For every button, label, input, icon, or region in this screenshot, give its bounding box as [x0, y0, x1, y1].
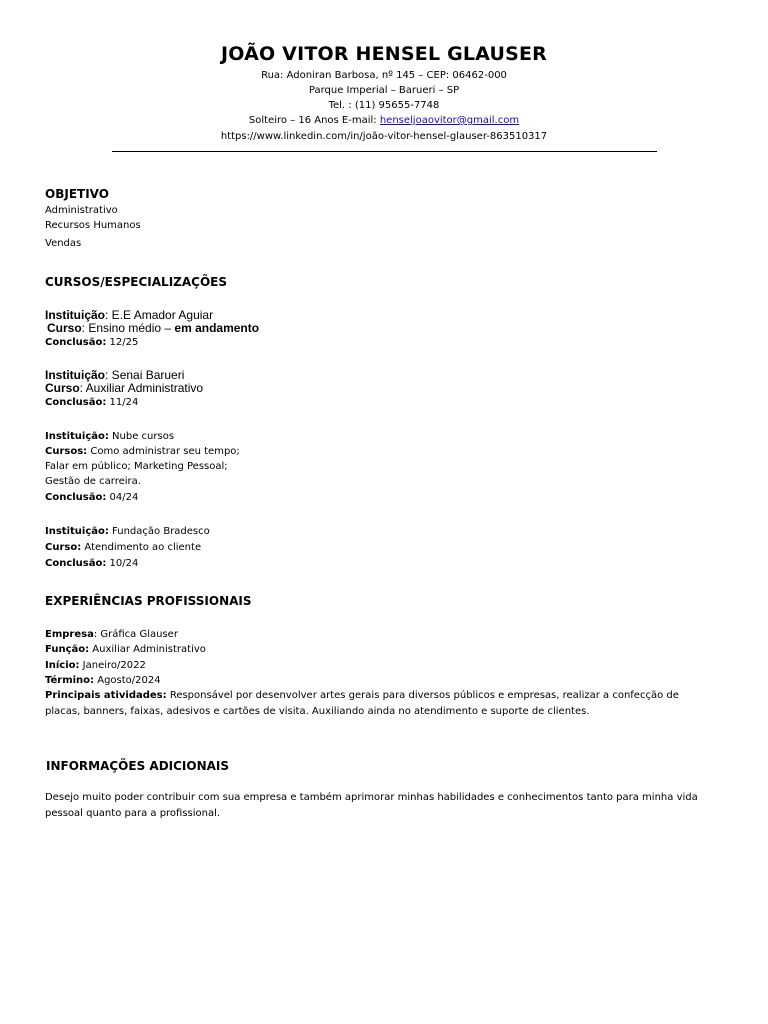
linkedin-url: https://www.linkedin.com/in/joão-vitor-hensel-glauser-863510317: [220, 131, 548, 142]
exp-funcao: [45, 644, 206, 656]
value: Nube cursos: [108, 431, 175, 442]
exp-empresa: [45, 629, 178, 641]
label: Instituição:: [45, 431, 109, 442]
info-text: Desejo muito poder contribuir com sua empresa e também aprimorar minhas habilidades e conhecimentos tanto para minha vida pessoal quanto para a profissional.: [45, 792, 698, 819]
value: Como administrar seu tempo;: [87, 446, 240, 457]
curso-1-curso: [47, 321, 259, 335]
label: Curso: [45, 381, 80, 395]
value: : Senai Barueri: [105, 368, 185, 382]
address-line-1: Rua: Adoniran Barbosa, nº 145 – CEP: 06462-000: [261, 70, 507, 81]
value: 12/25: [106, 337, 139, 348]
curso-3-conclusao: [45, 492, 138, 504]
curso-1-conclusao: [45, 337, 138, 349]
curso-2-curso: [45, 381, 203, 395]
label: Função:: [45, 644, 90, 655]
exp-inicio: [45, 660, 146, 672]
value: 04/24: [106, 492, 139, 503]
value: Agosto/2024: [94, 675, 161, 686]
section-title-informacoes: INFORMAÇÕES ADICIONAIS: [46, 759, 230, 773]
section-title-cursos: CURSOS/ESPECIALIZAÇÕES: [45, 275, 227, 289]
label: Conclusão:: [45, 492, 107, 503]
curso-2-conclusao: [45, 397, 138, 409]
label: Instituição: [45, 308, 106, 322]
curso-4-instituicao: [45, 526, 210, 538]
email-link[interactable]: henseljoaovitor@gmail.com: [379, 115, 520, 126]
section-title-experiencias: EXPERIÊNCIAS PROFISSIONAIS: [45, 594, 252, 608]
value: Atendimento ao cliente: [81, 542, 202, 553]
value: : Ensino médio –: [81, 321, 175, 335]
header-divider: [112, 151, 657, 152]
value: Janeiro/2022: [79, 660, 146, 671]
value: : Gráfica Glauser: [93, 629, 178, 640]
value: Responsável por desenvolver artes gerais para diversos públicos e empresas, realizar a confecção de placas, banners, faixas, adesivos e cartões de visita. Auxiliando ainda no atendimento e suporte de clientes.: [45, 690, 679, 717]
address-line-2: Parque Imperial – Barueri – SP: [308, 85, 460, 96]
candidate-name: JOÃO VITOR HENSEL GLAUSER: [220, 43, 548, 65]
label: Término:: [45, 675, 95, 686]
objetivo-item: Vendas: [45, 238, 82, 249]
value: : Auxiliar Administrativo: [79, 381, 204, 395]
value: : E.E Amador Aguiar: [105, 308, 214, 322]
curso-2-instituicao: [45, 368, 184, 382]
label: Conclusão:: [45, 337, 107, 348]
curso-3-line-3: Gestão de carreira.: [45, 476, 141, 487]
label: Instituição:: [45, 526, 109, 537]
curso-3-instituicao: [45, 431, 174, 443]
phone: Tel. : (11) 95655-7748: [328, 100, 440, 111]
label: Cursos:: [45, 446, 88, 457]
label: Curso:: [45, 542, 82, 553]
label: Conclusão:: [45, 558, 107, 569]
label: Empresa: [45, 629, 94, 640]
value: Auxiliar Administrativo: [89, 644, 206, 655]
label: Conclusão:: [45, 397, 107, 408]
value: 10/24: [106, 558, 139, 569]
exp-termino: [45, 675, 161, 687]
status-text: em andamento: [174, 321, 260, 335]
curso-4-curso: [45, 542, 201, 554]
status-email-line: [0, 115, 768, 127]
curso-4-conclusao: [45, 558, 138, 570]
objetivo-item: Recursos Humanos: [45, 220, 141, 231]
curso-3-cursos: [45, 446, 240, 458]
value: 11/24: [106, 397, 139, 408]
objetivo-item: Administrativo: [45, 205, 118, 216]
status-text: Solteiro – 16 Anos E-mail:: [248, 115, 380, 126]
exp-atividades: [45, 688, 710, 719]
label: Principais atividades:: [45, 690, 167, 701]
value: Fundação Bradesco: [108, 526, 210, 537]
section-title-objetivo: OBJETIVO: [45, 187, 109, 201]
curso-3-line-2: Falar em público; Marketing Pessoal;: [45, 461, 228, 472]
label: Instituição: [45, 368, 106, 382]
label: Início:: [45, 660, 80, 671]
label: Curso: [47, 321, 82, 335]
curso-1-instituicao: [45, 308, 213, 322]
